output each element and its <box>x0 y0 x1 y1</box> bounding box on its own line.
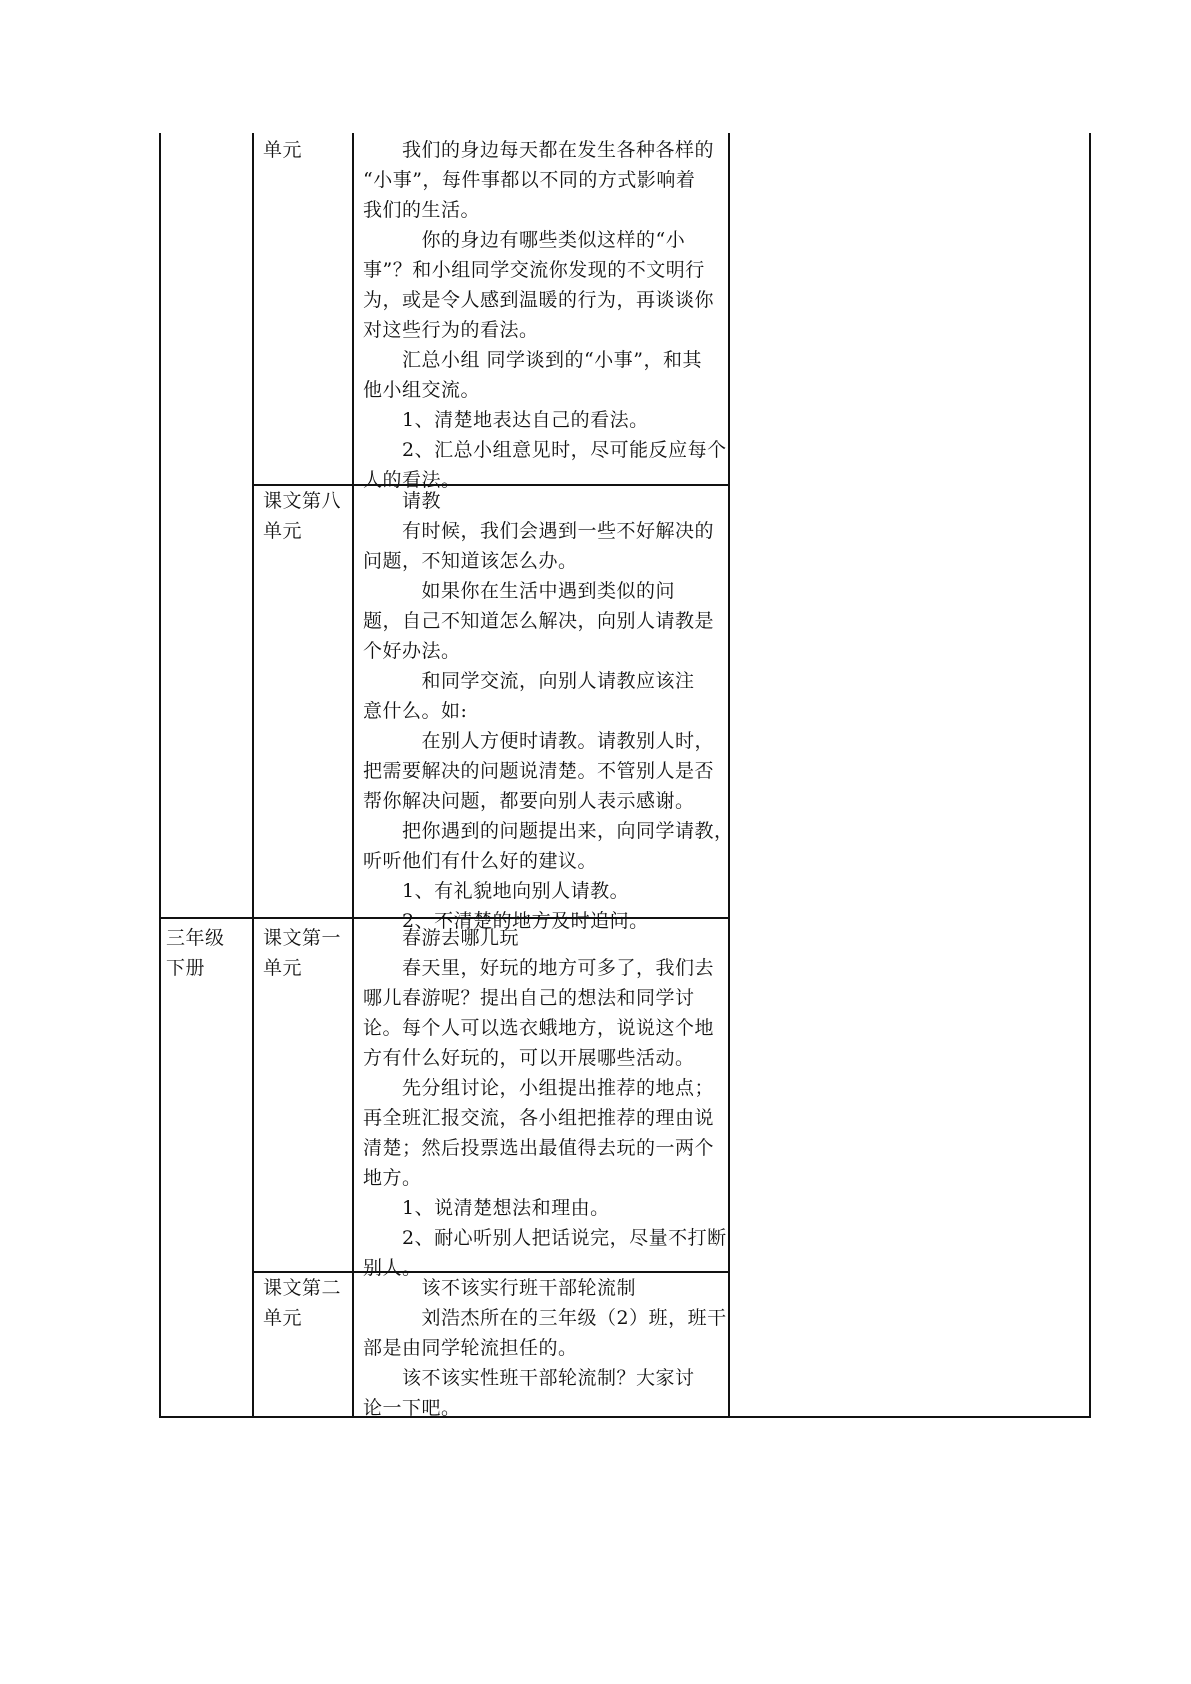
content-line: 请教 <box>363 490 442 512</box>
unit-cell-continued <box>263 135 302 165</box>
content-line: 1、说清楚想法和理由。 <box>363 1197 610 1219</box>
content-line: 和同学交流，向别人请教应该注 <box>363 670 695 692</box>
grade-line: 下册 <box>166 957 206 979</box>
content-line: 听听他们有什么好的建议。 <box>363 850 598 872</box>
content-cell-small-things <box>363 135 727 495</box>
content-line: 该不该实性班干部轮流制？大家讨 <box>363 1367 695 1389</box>
content-line: 我们的生活。 <box>363 199 481 221</box>
unit-line: 单元 <box>263 139 303 161</box>
content-line: 对这些行为的看法。 <box>363 319 539 341</box>
content-line: 方有什么好玩的，可以开展哪些活动。 <box>363 1047 695 1069</box>
content-line: 别人。 <box>363 1257 422 1279</box>
unit-line: 单元 <box>263 1307 303 1329</box>
unit-line: 单元 <box>263 520 303 542</box>
content-cell-asking-advice <box>363 486 734 936</box>
content-line: “小事”，每件事都以不同的方式影响着 <box>363 169 696 191</box>
content-line: 题，自己不知道怎么解决，向别人请教是 <box>363 610 715 632</box>
unit-cell-unit8 <box>263 486 341 546</box>
table-border-left <box>159 133 161 1418</box>
content-line: 你的身边有哪些类似这样的“小 <box>363 229 686 251</box>
grade-cell-grade3-lower <box>166 923 225 983</box>
table-border-right <box>1089 133 1091 1418</box>
unit-line: 课文第二 <box>263 1277 342 1299</box>
unit-line: 单元 <box>263 957 303 979</box>
unit-cell-unit1 <box>263 923 341 983</box>
content-line: 事”？和小组同学交流你发现的不文明行 <box>363 259 705 281</box>
content-cell-class-cadre-rotation <box>363 1273 727 1423</box>
content-line: 汇总小组 同学谈到的“小事”，和其 <box>363 349 702 371</box>
content-line: 如果你在生活中遇到类似的问 <box>363 580 676 602</box>
content-line: 2、不清楚的地方及时追问。 <box>363 910 649 932</box>
unit-line: 课文第八 <box>263 490 342 512</box>
content-line: 刘浩杰所在的三年级（2）班，班干 <box>363 1307 727 1329</box>
content-line: 再全班汇报交流，各小组把推荐的理由说 <box>363 1107 715 1129</box>
content-line: 春天里，好玩的地方可多了，我们去 <box>363 957 715 979</box>
content-line: 个好办法。 <box>363 640 461 662</box>
content-line: 哪儿春游呢？提出自己的想法和同学讨 <box>363 987 695 1009</box>
content-cell-spring-outing <box>363 923 727 1283</box>
content-line: 1、清楚地表达自己的看法。 <box>363 409 649 431</box>
content-line: 论一下吧。 <box>363 1397 461 1419</box>
content-line: 为，或是令人感到温暖的行为，再谈谈你 <box>363 289 715 311</box>
content-line: 该不该实行班干部轮流制 <box>363 1277 637 1299</box>
table-divider-grade-unit <box>252 133 254 1418</box>
content-line: 在别人方便时请教。请教别人时， <box>363 730 715 752</box>
content-line: 意什么。如: <box>363 700 468 722</box>
content-line: 我们的身边每天都在发生各种各样的 <box>363 139 715 161</box>
content-line: 2、耐心听别人把话说完，尽量不打断 <box>363 1227 727 1249</box>
content-line: 把需要解决的问题说清楚。不管别人是否 <box>363 760 715 782</box>
content-line: 先分组讨论，小组提出推荐的地点； <box>363 1077 715 1099</box>
grade-line: 三年级 <box>166 927 225 949</box>
content-line: 春游去哪儿玩 <box>363 927 520 949</box>
content-line: 帮你解决问题，都要向别人表示感谢。 <box>363 790 695 812</box>
unit-cell-unit2 <box>263 1273 341 1333</box>
content-line: 他小组交流。 <box>363 379 481 401</box>
content-line: 问题，不知道该怎么办。 <box>363 550 578 572</box>
content-line: 2、汇总小组意见时，尽可能反应每个 <box>363 439 727 461</box>
table-divider-unit-content <box>352 133 354 1418</box>
content-line: 地方。 <box>363 1167 422 1189</box>
content-line: 清楚；然后投票选出最值得去玩的一两个 <box>363 1137 715 1159</box>
content-line: 部是由同学轮流担任的。 <box>363 1337 578 1359</box>
content-line: 有时候，我们会遇到一些不好解决的 <box>363 520 715 542</box>
content-line: 人的看法。 <box>363 469 461 491</box>
unit-line: 课文第一 <box>263 927 342 949</box>
content-line: 1、有礼貌地向别人请教。 <box>363 880 630 902</box>
content-line: 把你遇到的问题提出来，向同学请教， <box>363 820 734 842</box>
content-line: 论。每个人可以选衣蛾地方，说说这个地 <box>363 1017 715 1039</box>
